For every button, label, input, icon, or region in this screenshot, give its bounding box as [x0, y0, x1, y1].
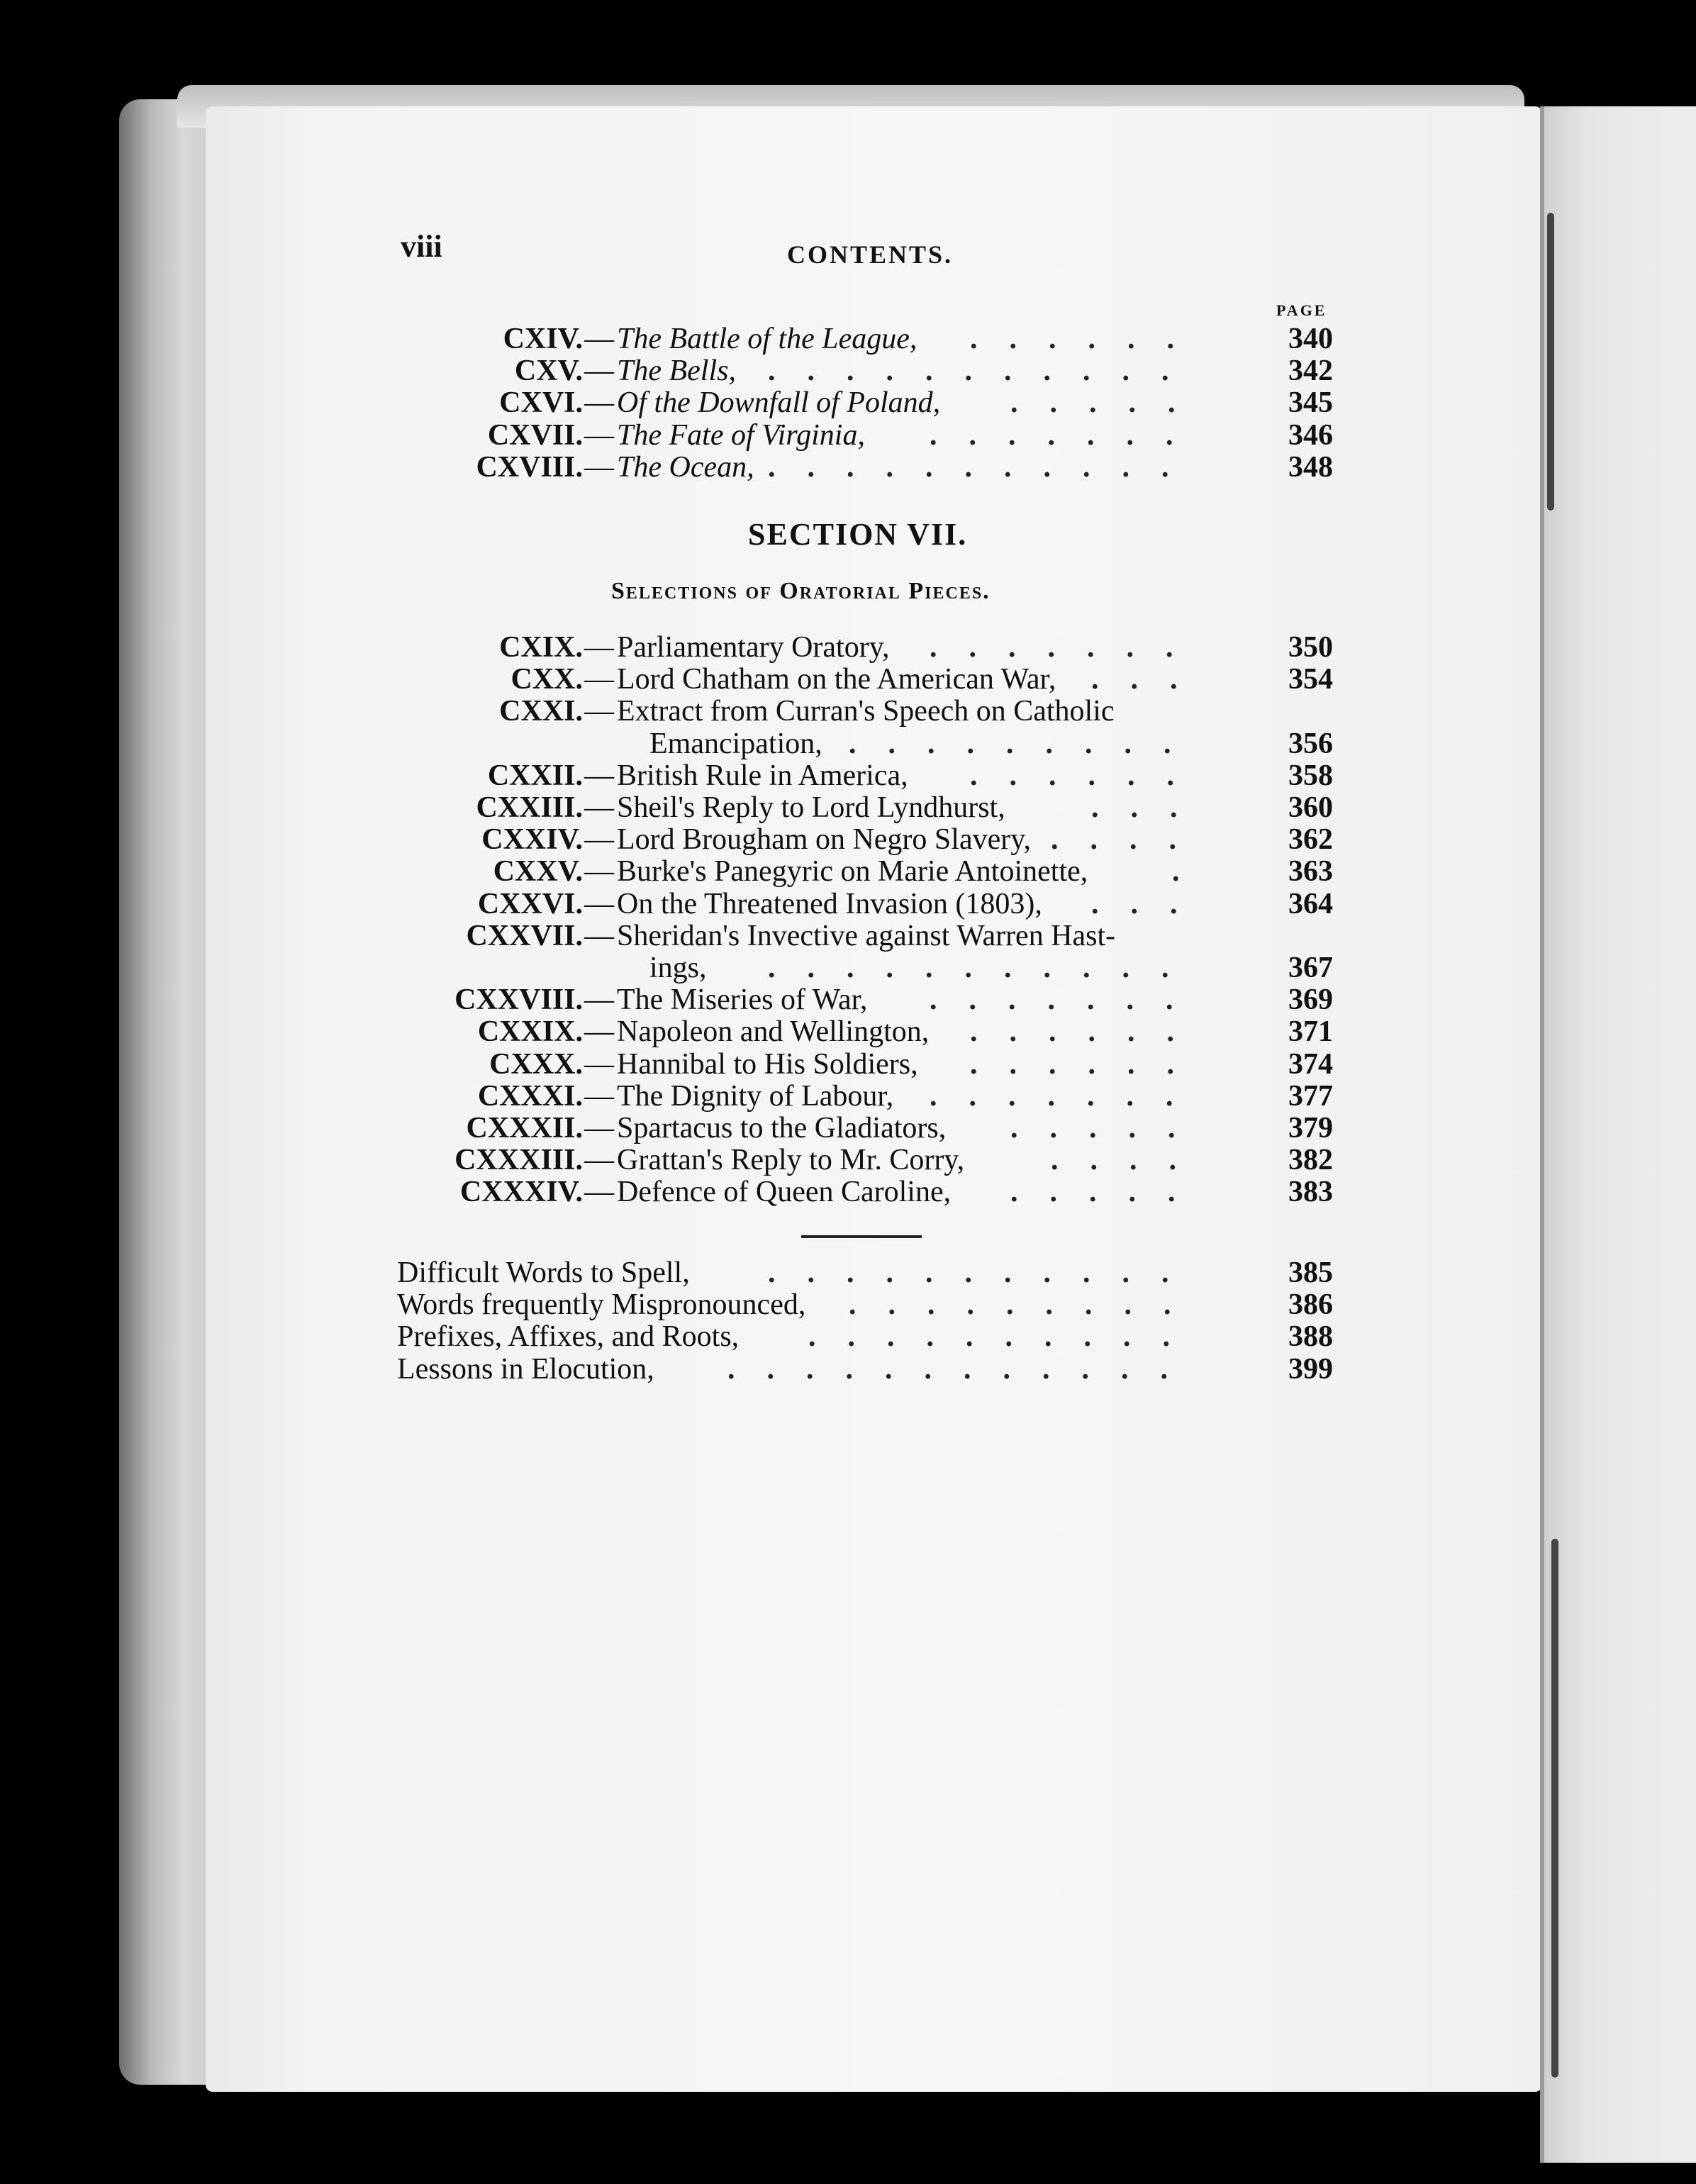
entry-page-number: 382: [1288, 1144, 1333, 1177]
entry-numeral: CXVIII.: [476, 450, 583, 484]
entry-page-number: 374: [1288, 1047, 1333, 1081]
entry-page-number: 342: [1288, 355, 1333, 388]
entry-numeral: CXXVIII.: [454, 984, 583, 1017]
section-heading: SECTION VII.: [748, 517, 968, 552]
dot-leader: .......: [930, 418, 1205, 452]
entry-title: Sheil's Reply to Lord Lyndhurst,: [617, 791, 1005, 824]
entry-title-continued: ings,: [649, 952, 707, 984]
dot-leader: .......: [930, 1079, 1205, 1113]
entry-dash: —: [584, 418, 614, 452]
entry-dash: —: [584, 386, 614, 420]
entry-page-number: 377: [1288, 1079, 1333, 1113]
appendix-page-number: 386: [1288, 1288, 1333, 1322]
entry-page-number: 364: [1288, 887, 1333, 920]
dot-leader: ......: [970, 1047, 1206, 1081]
entry-title: Grattan's Reply to Mr. Corry,: [617, 1144, 965, 1177]
entry-page-number: 383: [1288, 1176, 1333, 1209]
entry-numeral: CXXIV.: [481, 823, 583, 857]
entry-title-continued: Emancipation,: [649, 727, 822, 760]
dot-leader: ...........: [768, 450, 1201, 484]
entry-page-number: 350: [1288, 631, 1333, 664]
entry-dash: —: [584, 1047, 614, 1081]
entry-page-number: 362: [1288, 823, 1333, 857]
entry-page-number: 348: [1288, 450, 1333, 484]
entry-numeral: CXVI.: [499, 386, 583, 420]
dot-leader: ...........: [768, 952, 1201, 984]
entry-page-number: 363: [1288, 855, 1333, 888]
dot-leader: ...: [1091, 791, 1210, 824]
entry-numeral: CXXXI.: [477, 1079, 583, 1113]
entry-title: The Fate of Virginia,: [617, 418, 865, 452]
entry-dash: —: [584, 984, 614, 1017]
appendix-title: Prefixes, Affixes, and Roots,: [397, 1320, 740, 1354]
entry-title: Of the Downfall of Poland,: [617, 386, 941, 420]
entry-numeral: CXVII.: [487, 418, 583, 452]
entry-page-number: 346: [1288, 418, 1333, 452]
entry-page-number: 371: [1288, 1015, 1333, 1049]
dot-leader: .....: [1010, 1176, 1207, 1209]
dot-leader: ...........: [768, 1257, 1201, 1289]
dot-leader: .......: [930, 631, 1205, 664]
entry-title: Defence of Queen Caroline,: [617, 1176, 952, 1209]
entry-title: Hannibal to His Soldiers,: [617, 1047, 918, 1081]
entry-numeral: CXXXIV.: [459, 1176, 583, 1209]
entry-page-number: 340: [1288, 323, 1333, 355]
dot-leader: ....: [1051, 1144, 1208, 1177]
entry-numeral: CXXI.: [499, 695, 583, 728]
page-column-label: PAGE: [1276, 301, 1327, 319]
entry-page-number: 367: [1288, 952, 1333, 984]
dot-leader: .....: [1010, 1112, 1207, 1144]
entry-dash: —: [584, 759, 614, 792]
folio-number: viii: [401, 229, 442, 264]
entry-dash: —: [584, 663, 614, 696]
dot-leader: ......: [970, 759, 1206, 792]
entry-numeral: CXXIII.: [476, 791, 583, 824]
entry-dash: —: [584, 823, 614, 857]
entry-numeral: CXXIX.: [477, 1015, 583, 1049]
dot-leader: .: [1172, 855, 1212, 888]
entry-page-number: 360: [1288, 791, 1333, 824]
entry-title: Napoleon and Wellington,: [617, 1015, 930, 1049]
entry-numeral: CXXII.: [487, 759, 583, 792]
entry-numeral: CXIV.: [503, 323, 583, 355]
entry-dash: —: [584, 1144, 614, 1177]
entry-dash: —: [584, 323, 614, 355]
dot-leader: ...........: [768, 355, 1201, 388]
entry-dash: —: [584, 887, 614, 920]
dot-leader: ...: [1091, 663, 1210, 696]
appendix-page-number: 399: [1288, 1352, 1333, 1386]
dot-leader: ...: [1091, 887, 1210, 920]
entry-title: The Bells,: [617, 355, 736, 388]
entry-title: Extract from Curran's Speech on Catholic: [617, 695, 1115, 728]
appendix-page-number: 385: [1288, 1257, 1333, 1289]
entry-dash: —: [584, 855, 614, 888]
appendix-title: Words frequently Mispronounced,: [397, 1288, 806, 1322]
entry-dash: —: [584, 1112, 614, 1144]
dot-leader: ......: [970, 1015, 1206, 1049]
entry-title: Lord Chatham on the American War,: [617, 663, 1056, 696]
entry-dash: —: [584, 1176, 614, 1209]
entry-title: Lord Brougham on Negro Slavery,: [617, 823, 1031, 857]
entry-dash: —: [584, 1015, 614, 1049]
running-head: CONTENTS.: [787, 240, 954, 269]
dot-leader: ......: [970, 323, 1206, 355]
entry-page-number: 345: [1288, 386, 1333, 420]
dot-leader: ..........: [808, 1320, 1202, 1354]
entry-title: Sheridan's Invective against Warren Hast-: [617, 919, 1116, 952]
entry-dash: —: [584, 1079, 614, 1113]
dot-leader: ............: [727, 1352, 1200, 1386]
entry-dash: —: [584, 450, 614, 484]
entry-dash: —: [584, 695, 614, 728]
divider-rule: [801, 1235, 922, 1238]
entry-title: On the Threatened Invasion (1803),: [617, 887, 1042, 920]
entry-dash: —: [584, 791, 614, 824]
entry-numeral: CXX.: [511, 663, 583, 696]
entry-numeral: CXXX.: [489, 1047, 583, 1081]
entry-numeral: CXV.: [514, 355, 583, 388]
appendix-page-number: 388: [1288, 1320, 1333, 1354]
dot-leader: .......: [930, 984, 1205, 1017]
entry-page-number: 354: [1288, 663, 1333, 696]
appendix-title: Difficult Words to Spell,: [397, 1257, 690, 1289]
entry-page-number: 369: [1288, 984, 1333, 1017]
entry-title: Burke's Panegyric on Marie Antoinette,: [617, 855, 1088, 888]
entry-dash: —: [584, 919, 614, 952]
entry-dash: —: [584, 355, 614, 388]
dot-leader: ....: [1051, 823, 1208, 857]
entry-numeral: CXIX.: [499, 631, 583, 664]
section-subheading: Selections of Oratorial Pieces.: [611, 578, 991, 604]
entry-title: The Ocean,: [617, 450, 754, 484]
entry-title: Spartacus to the Gladiators,: [617, 1112, 947, 1144]
entry-numeral: CXXXII.: [466, 1112, 583, 1144]
entry-numeral: CXXVI.: [477, 887, 583, 920]
appendix-title: Lessons in Elocution,: [397, 1352, 654, 1386]
entry-title: The Dignity of Labour,: [617, 1079, 894, 1113]
entry-title: Parliamentary Oratory,: [617, 631, 890, 664]
entry-dash: —: [584, 631, 614, 664]
entry-page-number: 356: [1288, 727, 1333, 760]
entry-numeral: CXXV.: [493, 855, 583, 888]
entry-title: British Rule in America,: [617, 759, 908, 792]
dot-leader: .........: [849, 727, 1203, 760]
entry-page-number: 358: [1288, 759, 1333, 792]
entry-title: The Miseries of War,: [617, 984, 868, 1017]
entry-numeral: CXXVII.: [466, 919, 583, 952]
entry-title: The Battle of the League,: [617, 323, 917, 355]
dot-leader: .........: [849, 1288, 1203, 1322]
entry-numeral: CXXXIII.: [454, 1144, 583, 1177]
entry-page-number: 379: [1288, 1112, 1333, 1144]
dot-leader: .....: [1010, 386, 1207, 420]
